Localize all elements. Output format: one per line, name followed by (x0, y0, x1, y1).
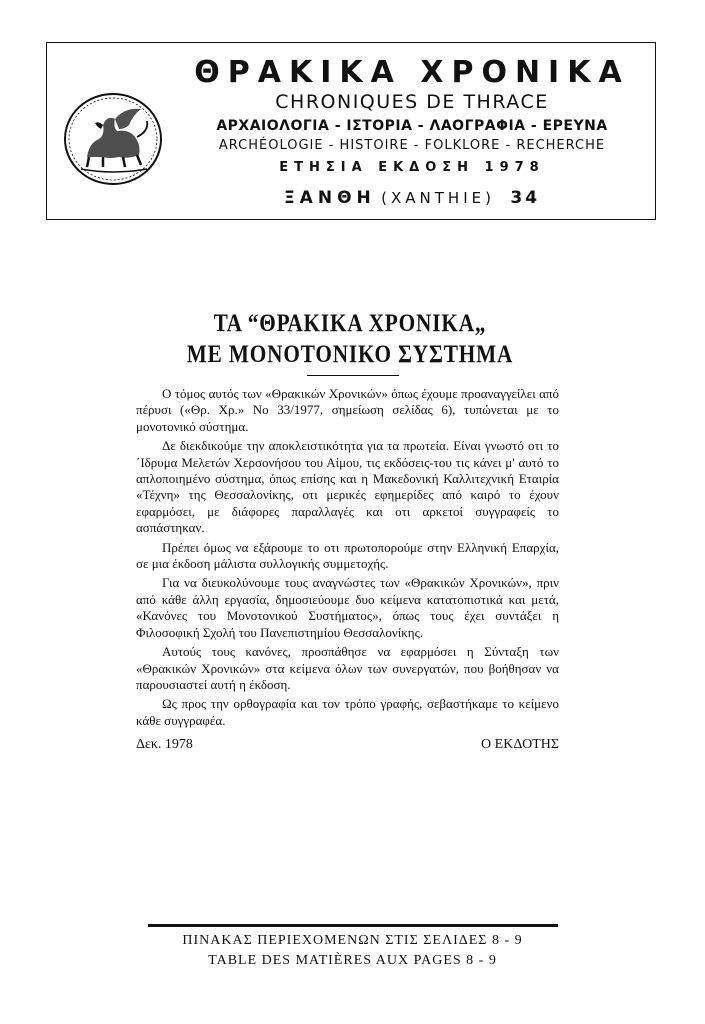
paragraph: Για να διευκολύνουμε τους αναγνώστες των «Θρακικών Χρονικών», πριν από κάθε άλλη εργασία, δημοσιεύουμε δυο κείμενα κατατοπιστικά και μετά, «Κανόνες του Μονοτονικού Συστήματος», όπως τους έχει συντάξει η Φιλοσοφική Σχολή του Πανεπιστημίου Θεσσαλονίκης. (136, 575, 559, 640)
paragraph: Ο τόμος αυτός των «Θρακικών Χρονικών» όπως έχουμε προαναγγείλει από πέρυσι («Θρ. Χρ.» Νο 33/1977, σημείωση σελίδας 6), τυπώνεται με το μονοτονικό σύστημα. (136, 386, 559, 434)
issue-number: 34 (510, 188, 541, 208)
title-divider (307, 375, 399, 376)
journal-subtitle-french: CHRONIQUES DE THRACE (275, 91, 549, 113)
paragraph: Ως προς την ορθογραφία και τον τρόπο γραφής, σεβαστήκαμε το κείμενο κάθε συγγραφέα. (136, 696, 559, 728)
article-title-line-1: ΤΑ “ΘΡΑΚΙΚΑ ΧΡΟΝΙΚΑ„ (213, 310, 487, 337)
annual-edition: ΕΤΗΣΙΑ ΕΚΔΟΣΗ 1978 (279, 160, 545, 175)
article-title-line-2: ΜΕ ΜΟΝΟΤΟΝΙΚΟ ΣΥΣΤΗΜΑ (186, 341, 514, 368)
table-of-contents-greek: ΠΙΝΑΚΑΣ ΠΕΡΙΕΧΟΜΕΝΩΝ ΣΤΙΣ ΣΕΛΙΔΕΣ 8 - 9 (182, 933, 523, 948)
footer-divider (148, 924, 558, 927)
signoff (136, 737, 559, 753)
article-body (136, 386, 559, 732)
paragraph: Πρέπει όμως να εξάρουμε το οτι πρωτοπορούμε στην Ελληνική Επαρχία, σε μια έκδοση μάλιστα συλλογικής συμμετοχής. (136, 539, 559, 572)
griffin-coin-emblem-icon (59, 85, 167, 193)
city-name-french: (XANTHIE) (381, 189, 495, 207)
paragraph: Δε διεκδικούμε την αποκλειστικότητα για τα πρωτεία. Είναι γνωστό οτι το ΄Ιδρυμα Μελετών Χερσονήσου του Αίμου, τις εκδόσεις-του τις κάνει μ' αυτό το απλοποιημένο σύστημα, όπως επίσης και η Μακεδονική Καλλιτεχνική Εταιρία «Τέχνη» της Θεσσαλονίκης, οτι μερικές εφημερίδες από καιρό το έχουν εφαρμόσει, με διάφορες παραλλαγές και οτι αρκετοί συγγραφείς το ασπάστηκαν. (136, 438, 559, 536)
topics-greek: ΑΡΧΑΙΟΛΟΓΙΑ - ΙΣΤΟΡΙΑ - ΛΑΟΓΡΑΦΙΑ - ΕΡΕΥΝΑ (216, 118, 608, 134)
city-issue-line (177, 188, 647, 208)
topics-french: ARCHÉOLOGIE - HISTOIRE - FOLKLORE - RECHERCHE (218, 138, 606, 153)
city-name: ΞΑΝΘΗ (283, 188, 376, 208)
paragraph: Αυτούς τους κανόνες, προσπάθησε να εφαρμόσει η Σύνταξη των «Θρακικών Χρονικών» στα κείμενα όλων των συνεργατών, που βοήθησαν να παρουσιαστεί αυτή η έκδοση. (136, 644, 559, 692)
publisher-signature: Ο ΕΚΔΟΤΗΣ (481, 737, 559, 752)
masthead-box (46, 42, 656, 220)
article-date: Δεκ. 1978 (136, 737, 193, 752)
table-of-contents-french: TABLE DES MATIÈRES AUX PAGES 8 - 9 (208, 953, 497, 968)
journal-title: ΘΡΑΚΙΚΑ ΧΡΟΝΙΚΑ (194, 55, 630, 90)
